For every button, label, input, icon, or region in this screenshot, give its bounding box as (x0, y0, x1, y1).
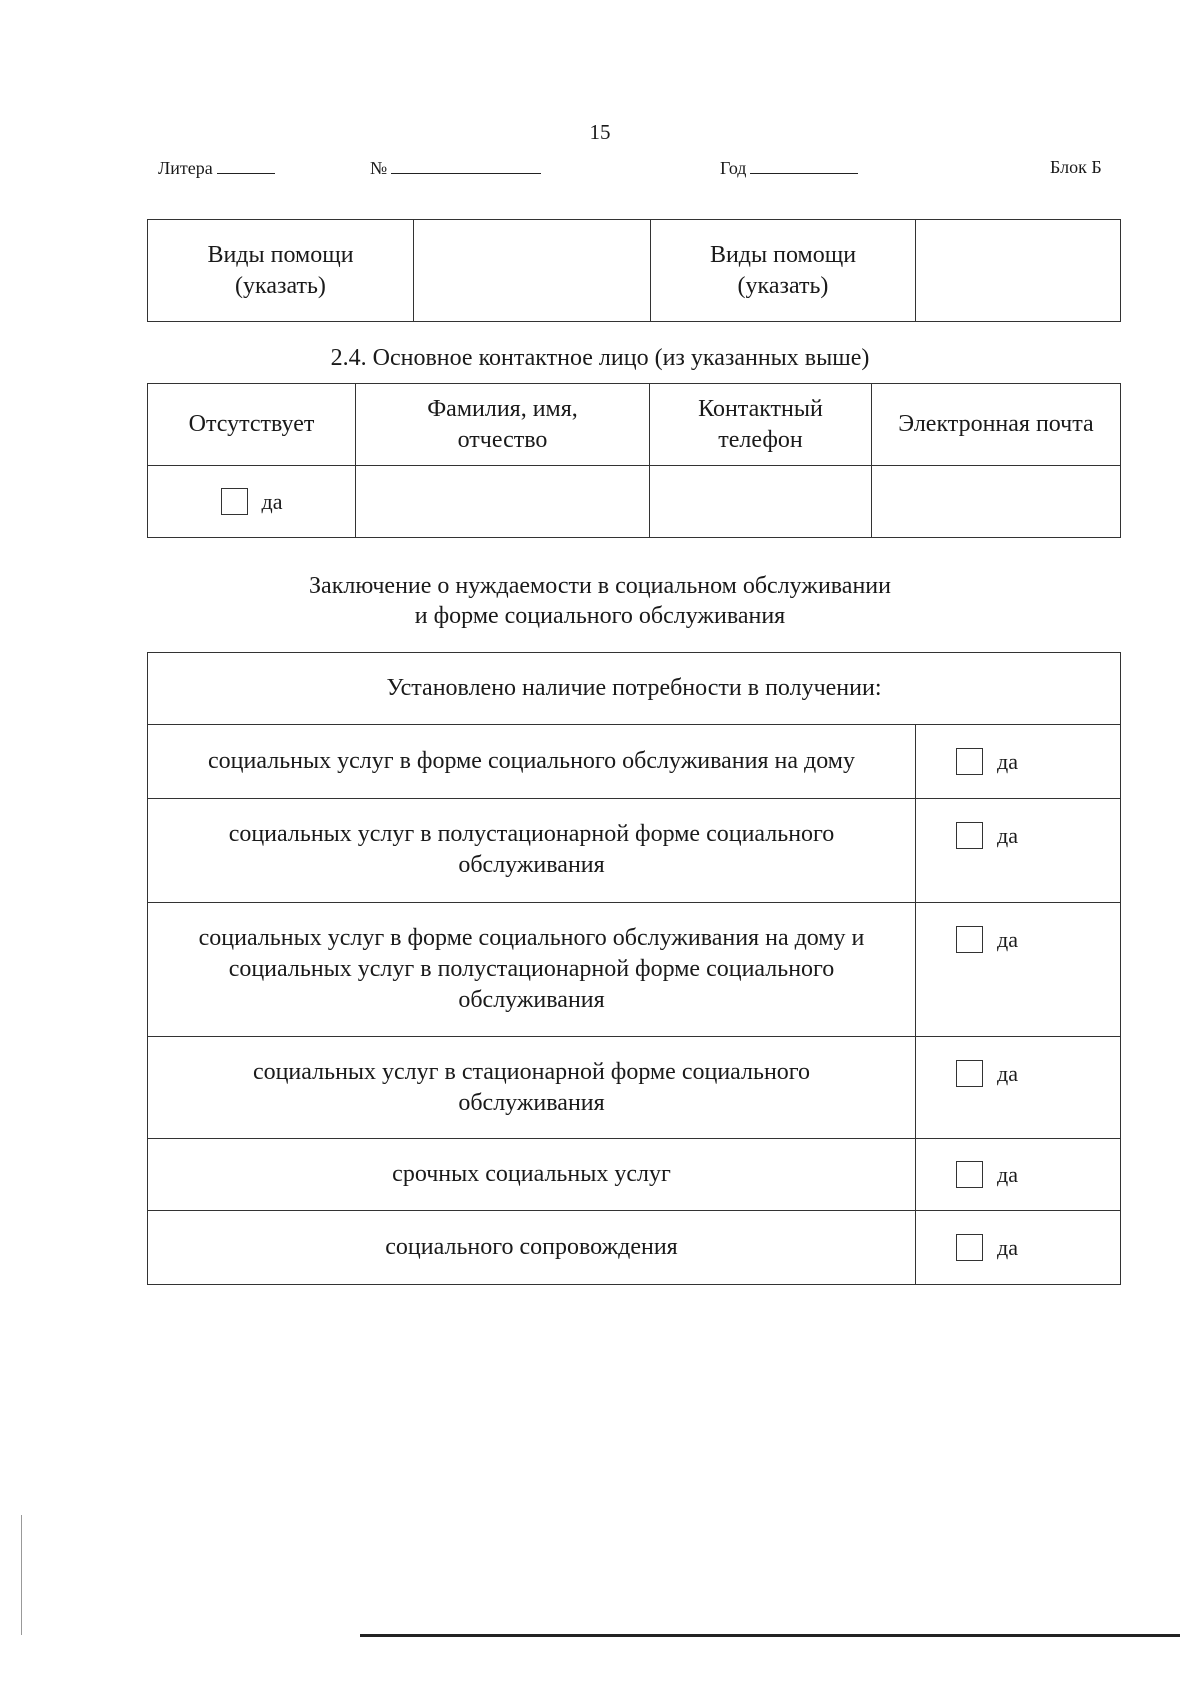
need-row-combined-option (916, 903, 1121, 1037)
need-row-stationary-checkbox[interactable] (956, 1060, 983, 1087)
need-row-home-text: социальных услуг в форме социального обслуживания на дому (148, 725, 916, 799)
need-row-urgent-option (916, 1139, 1121, 1211)
number-field[interactable] (370, 157, 541, 179)
number-blank[interactable] (391, 157, 541, 174)
contact-col-absent: Отсутствует (148, 384, 356, 466)
year-field[interactable] (720, 157, 858, 179)
need-row-urgent-text: срочных социальных услуг (148, 1139, 916, 1211)
need-row-stationary-text: социальных услуг в стационарной форме социального обслуживания (148, 1037, 916, 1139)
need-row-semi-checkbox[interactable] (956, 822, 983, 849)
absent-checkbox-label: да (261, 489, 283, 515)
email-input[interactable] (872, 466, 1121, 538)
litera-label: Литера (158, 158, 213, 178)
help-types-label-left: Виды помощи (указать) (148, 220, 414, 322)
help-types-input-left[interactable] (414, 220, 651, 322)
conclusion-header: Установлено наличие потребности в получении: (148, 653, 1121, 725)
need-row-home-label: да (997, 749, 1018, 775)
year-label: Год (720, 158, 747, 178)
help-types-label-right: Виды помощи (указать) (651, 220, 916, 322)
block-label: Блок Б (1050, 157, 1102, 177)
need-row-stationary-label: да (997, 1060, 1018, 1086)
page-number: 15 (589, 120, 611, 144)
need-row-combined-label: да (997, 926, 1018, 952)
need-row-semi-label: да (997, 822, 1018, 848)
contact-col-phone: Контактный телефон (650, 384, 872, 466)
need-row-home (148, 725, 1121, 799)
scan-margin-line (21, 1515, 22, 1635)
need-row-support-text: социального сопровождения (148, 1211, 916, 1285)
need-row-home-option (916, 725, 1121, 799)
conclusion-title-line1: Заключение о нуждаемости в социальном обслуживании (309, 573, 891, 599)
litera-blank[interactable] (217, 157, 275, 174)
need-row-stationary (148, 1037, 1121, 1139)
footer-rule (360, 1634, 1180, 1637)
contact-col-email: Электронная почта (872, 384, 1121, 466)
fullname-input[interactable] (356, 466, 650, 538)
conclusion-table (147, 652, 1121, 1285)
need-row-support-option (916, 1211, 1121, 1285)
need-row-support-label: да (997, 1235, 1018, 1261)
need-row-semi-option (916, 799, 1121, 903)
need-row-support (148, 1211, 1121, 1285)
contact-section-title: 2.4. Основное контактное лицо (из указанных выше) (330, 345, 870, 371)
help-types-input-right[interactable] (916, 220, 1121, 322)
need-row-stationary-option (916, 1037, 1121, 1139)
need-row-urgent-label: да (997, 1162, 1018, 1188)
need-row-urgent-checkbox[interactable] (956, 1161, 983, 1188)
need-row-support-checkbox[interactable] (956, 1234, 983, 1261)
absent-cell (148, 466, 356, 538)
need-row-semi-text: социальных услуг в полустационарной форме социального обслуживания (148, 799, 916, 903)
need-row-semi (148, 799, 1121, 903)
contact-table (147, 383, 1121, 538)
contact-col-fullname: Фамилия, имя, отчество (356, 384, 650, 466)
phone-input[interactable] (650, 466, 872, 538)
conclusion-title-line2: и форме социального обслуживания (414, 603, 786, 629)
need-row-urgent (148, 1139, 1121, 1211)
help-types-table (147, 219, 1121, 322)
need-row-combined-text: социальных услуг в форме социального обслуживания на дому и социальных услуг в полустационарной форме социального обслуживания (148, 903, 916, 1037)
number-label: № (370, 158, 388, 178)
need-row-home-checkbox[interactable] (956, 748, 983, 775)
litera-field[interactable] (158, 157, 275, 179)
need-row-combined (148, 903, 1121, 1037)
absent-checkbox[interactable] (221, 488, 248, 515)
need-row-combined-checkbox[interactable] (956, 926, 983, 953)
year-blank[interactable] (750, 157, 858, 174)
